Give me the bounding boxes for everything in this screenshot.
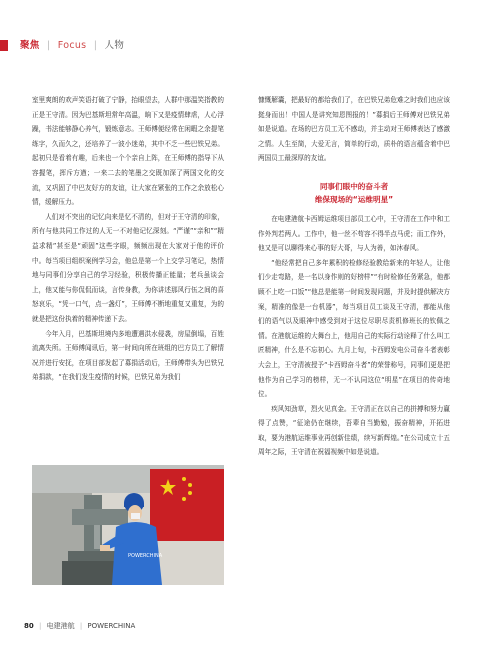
worker-photo	[32, 465, 224, 585]
worker-photo-illustration	[32, 465, 224, 585]
body-paragraph: 室里爽朗的欢声笑语打破了宁静，抬眼望去，人群中那温笑指教的正是王守清。因为巴基斯坦常年高温，晌下又是疫情肆虐，人心浮躁，书法能够静心养气，锻炼意志。王师傅便经常在闲暇之余提笔练字，久而久之，还培养了一波小迷弟，其中不乏一些巴铁兄弟。起初只是看着有趣，后来也一个个亲自上阵，在王师傅的指导下从容握笔，挥斥方遒；一来二去的笔墨之交既加深了两国文化的交流，又巩固了中巴友好方的友谊，让大家在紧张的工作之余放松心情，缓解压力。	[32, 96, 224, 207]
page-header	[0, 0, 480, 60]
body-paragraph: “他经常把自己多年累积的检修经验教给新来的年轻人，让他们少走弯路，是一名以身作则的好榜样”“有时检修任务紧急，他都顾不上吃一口饭”“他总是能第一时间发现问题，并及时提供解决方案，精准的像是一台机器”，每当项目员工谈及王守清，都能从他们的语气以及眼神中感受到对于这位尽职尽责机修班长的钦佩之情。在港航运维的大舞台上，他用自己的实际行动诠释了什么叫工匠精神，什么是不忘初心。九月上旬，卡西姆发电公司奋斗者表彰大会上，王守清被授予“卡西姆奋斗者”的荣誉称号，同事们更是把他作为自己学习的榜样，无一不认同这位“明星”在项目的传奇地位。	[258, 258, 450, 399]
svg-text:POWERCHINA: POWERCHINA	[128, 553, 163, 559]
subheading-line-2: 维保现场的“运维明星”	[314, 194, 394, 204]
body-paragraph: 在电建港航卡西姆运维项目部员工心中，王守清在工作中和工作外判若两人。工作中，他一丝不苟容不得半点马虎；而工作外，他又是可以聊得来心事的好大哥，与人为善，如沐春风。	[258, 214, 450, 253]
body-paragraph: 今年入月，巴基斯坦境内多地遭遇洪水侵袭，房屋倒塌，百姓流离失所。王师傅闻讯后，第一时间向所在班组的巴方员工了解情况并进行安抚，在项目部发起了募捐活动后，王师傅带头为巴铁兄弟捐款，“在我们发生疫情的时候，巴铁兄弟为我们	[32, 329, 224, 382]
body-paragraph: 疾风知劲草，烈火见真金。王守清正在以自己的拼搏和努力赢得了点赞，“征途仍在继续，吾辈自当勤勉，振奋精神，开拓进取，要为港航运维事业再创新佳绩，续写新辉煌。”在公司成立十五周年之际，王守清在祝福视频中如是说道。	[258, 404, 450, 457]
section-title: 聚焦	[20, 40, 40, 51]
body-paragraph: 慷慨解囊，把最好的都给我们了，在巴铁兄弟危难之时我们也应该挺身而出！中国人是讲究知恩图报的！”募捐后王师傅对巴铁兄弟如是说道。在场的巴方员工无不感动，并主动对王师傅表达了感激之情。人生至简，大爱无言，简单的行动，质朴的语言蕴含着中巴两国员工最深厚的友谊。	[258, 96, 450, 163]
section-subtitle: Focus	[57, 40, 87, 51]
section-breadcrumb: 聚焦 | Focus | 人物	[20, 40, 125, 51]
body-paragraph: 人们对不突出的记忆向来是忆不清的，但对于王守清的印象，所有与他共同工作过的人无一不对他记忆深刻。“严谨”“亲和”“精益求精”甚至是“顽固”这些字眼，频频出现在大家对于他的评价中。每当项目组织案例学习会，他总是第一个上交学习笔记，热情地与同事们分享自己的学习经验，积极传播正能量；老兵虽谈会上，他又能与你侃侃而谈，言传身教，为你讲述那风行伍之间的喜怒哀乐，“凭一口气，点一盏灯”，王师傅不断地重复又重复，为的就是把这份执着的精神传递下去。	[32, 212, 224, 323]
section-marker	[0, 40, 8, 51]
page-footer: 80 | 电建港航 | POWERCHINA	[24, 622, 136, 630]
magazine-name: 电建港航	[46, 622, 75, 630]
subheading-line-1: 同事们眼中的奋斗者	[319, 181, 389, 191]
left-column	[32, 93, 224, 385]
right-column	[258, 93, 450, 460]
page-number: 80	[24, 622, 34, 630]
section-topic: 人物	[104, 40, 125, 51]
brand-name: POWERCHINA	[87, 622, 136, 630]
subheading	[258, 180, 450, 206]
